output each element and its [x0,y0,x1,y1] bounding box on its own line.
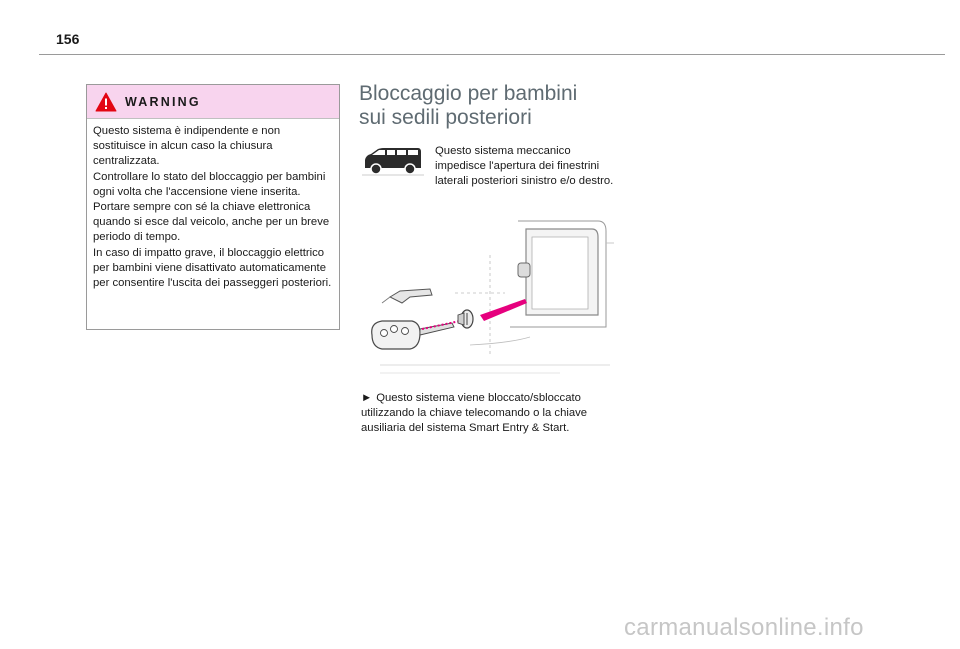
section-title-line2: sui sedili posteriori [359,106,532,129]
warning-paragraph: Questo sistema è indipendente e non sostituisce in alcun caso la chiusura centralizzata. [93,125,281,168]
warning-paragraph: Controllare lo stato del bloccaggio per bambini ogni volta che l'accensione viene inserita. [93,170,326,198]
warning-box [86,84,340,330]
warning-paragraph: In caso di impatto grave, il bloccaggio elettrico per bambini viene disattivato automaticamente per consentire l'uscita dei passeggeri posteriori. [93,246,332,290]
header-rule [39,54,945,55]
warning-title: WARNING [125,94,201,109]
page-number: 156 [56,31,80,47]
bullet-arrow-icon: ► [361,392,373,404]
instruction-text [361,391,611,437]
van-icon [362,146,424,176]
warning-triangle-icon [95,92,117,112]
footer-watermark: carmanualsonline.info [624,614,864,641]
warning-paragraph: Portare sempre con sé la chiave elettronica quando si esce dal veicolo, anche per un breve periodo di tempo. [93,201,330,244]
warning-header [87,85,339,119]
section-title [359,82,619,130]
section-title-line1: Bloccaggio per bambini [359,82,578,105]
intro-text: Questo sistema meccanico impedisce l'apertura dei finestrini laterali posteriori sinistro e/o destro. [435,145,614,188]
child-lock-illustration [360,215,615,385]
instruction-body: Questo sistema viene bloccato/sbloccato utilizzando la chiave telecomando o la chiave ausiliaria del sistema Smart Entry & Start. [361,392,588,435]
warning-text [87,119,339,291]
